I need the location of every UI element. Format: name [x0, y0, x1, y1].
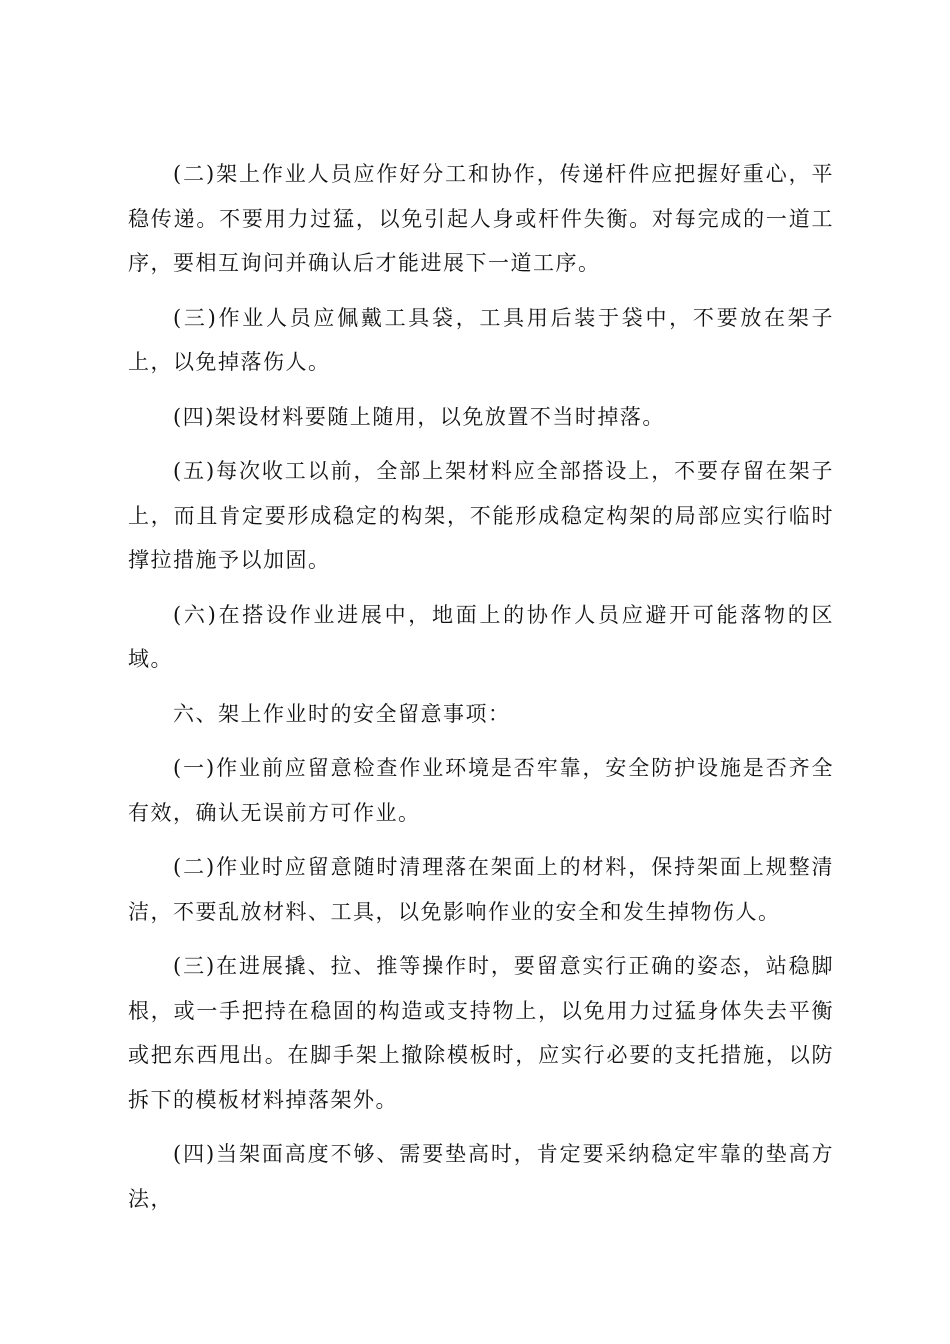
paragraph-2: (三)作业人员应佩戴工具袋，工具用后装于袋中，不要放在架子上，以免掉落伤人。 [128, 305, 834, 374]
paragraph-6: (一)作业前应留意检查作业环境是否牢靠，安全防护设施是否齐全有效，确认无误前方可作业。 [128, 756, 834, 825]
section-heading: 六、架上作业时的安全留意事项： [173, 701, 511, 726]
paragraph-7: (二)作业时应留意随时清理落在架面上的材料，保持架面上规整清洁，不要乱放材料、工具，以免影响作业的安全和发生掉物伤人。 [128, 855, 834, 924]
paragraph-4: (五)每次收工以前，全部上架材料应全部搭设上，不要存留在架子上，而且肯定要形成稳定的构架，不能形成稳定构架的局部应实行临时撑拉措施予以加固。 [128, 459, 834, 572]
paragraph-9: (四)当架面高度不够、需要垫高时，肯定要采纳稳定牢靠的垫高方法， [128, 1142, 834, 1211]
paragraph-1: (二)架上作业人员应作好分工和协作，传递杆件应把握好重心，平稳传递。不要用力过猛，以免引起人身或杆件失衡。对每完成的一道工序，要相互询问并确认后才能进展下一道工序。 [128, 162, 834, 275]
document-body [128, 152, 834, 1231]
paragraph-5: (六)在搭设作业进展中，地面上的协作人员应避开可能落物的区域。 [128, 602, 834, 671]
paragraph-3: (四)架设材料要随上随用，以免放置不当时掉落。 [173, 404, 665, 429]
paragraph-8: (三)在进展撬、拉、推等操作时，要留意实行正确的姿态，站稳脚根，或一手把持在稳固的构造或支持物上，以免用力过猛身体失去平衡或把东西甩出。在脚手架上撤除模板时，应实行必要的支托措施，以防拆下的模板材料掉落架外。 [128, 954, 834, 1112]
